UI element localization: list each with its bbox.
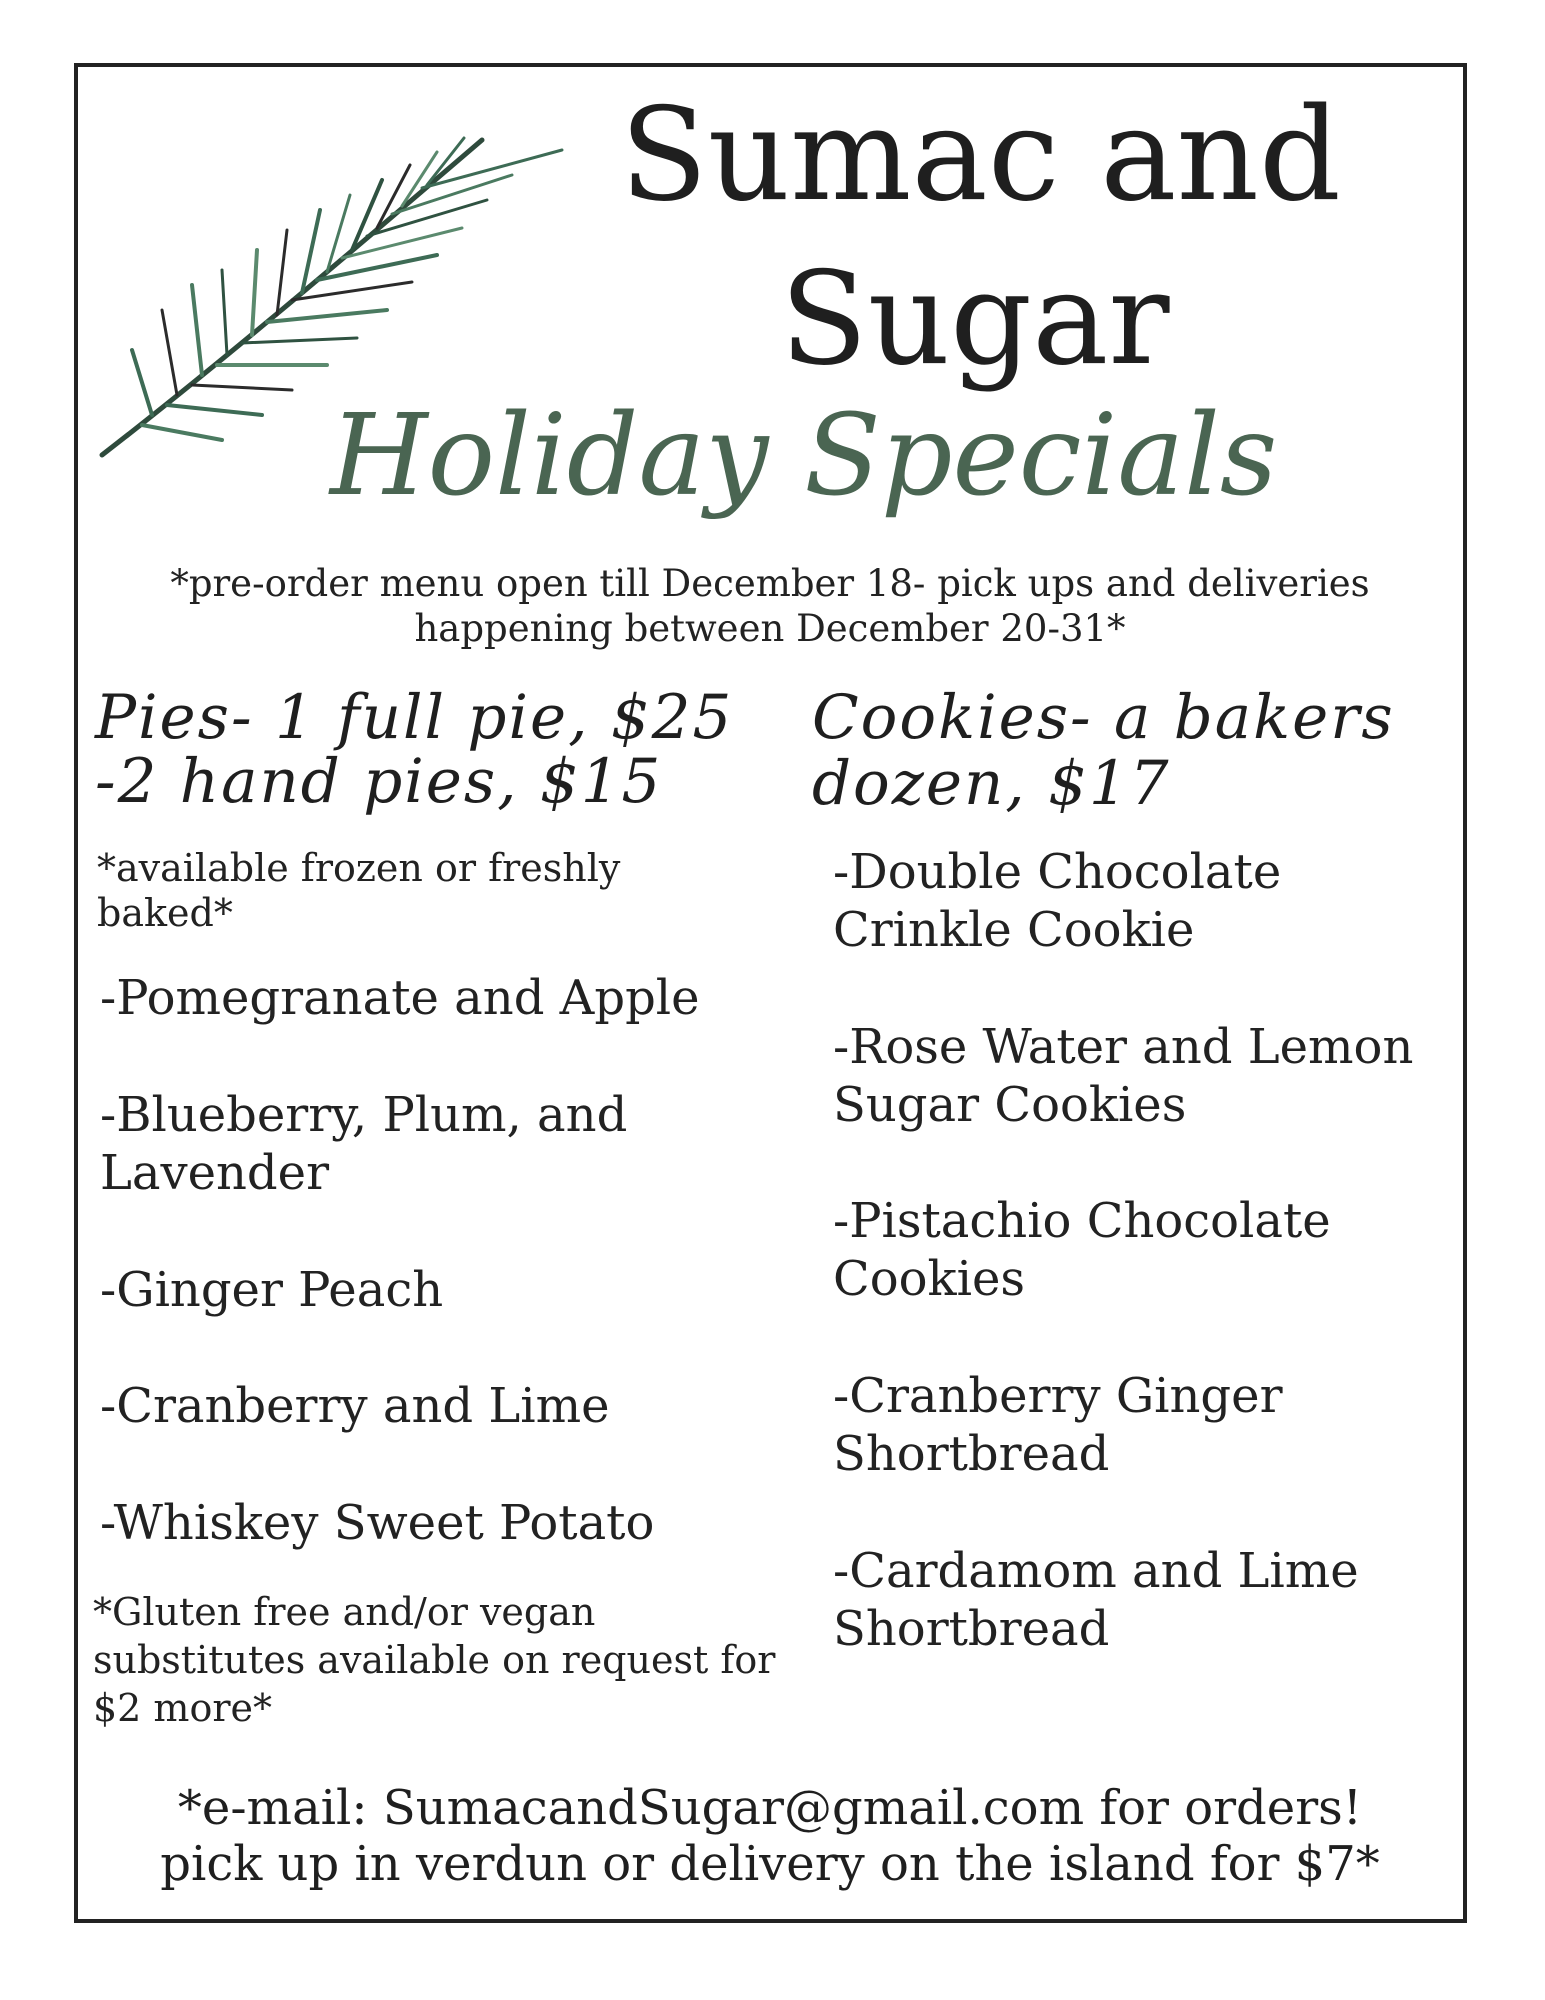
holiday-specials-subtitle: Holiday Specials: [330, 391, 1278, 521]
cookie-item: -Cardamom and Lime: [833, 1543, 1359, 1599]
pie-item: -Pomegranate and Apple: [100, 970, 700, 1026]
cookie-item-continued: Crinkle Cookie: [833, 902, 1195, 958]
cookie-item: -Cranberry Ginger: [833, 1368, 1283, 1424]
cookie-item-continued: Sugar Cookies: [833, 1077, 1187, 1133]
cookie-item-continued: Shortbread: [833, 1601, 1110, 1657]
preorder-notice-line2: happening between December 20-31*: [414, 607, 1126, 650]
pie-item: -Blueberry, Plum, and: [100, 1087, 628, 1143]
pie-item: -Cranberry and Lime: [100, 1378, 610, 1434]
pies-heading-line1: Pies- 1 full pie, $25: [95, 682, 734, 753]
pickup-delivery-line: pick up in verdun or delivery on the island for $7*: [160, 1836, 1380, 1892]
pies-availability-note-line1: *available frozen or freshly: [97, 846, 621, 890]
pies-availability-note-line2: baked*: [97, 891, 233, 935]
cookie-item: -Double Chocolate: [833, 844, 1282, 900]
brand-title-line2: Sugar: [780, 245, 1170, 394]
pie-item: -Ginger Peach: [100, 1262, 444, 1318]
cookie-item: -Pistachio Chocolate: [833, 1193, 1331, 1249]
cookie-item: -Rose Water and Lemon: [833, 1019, 1414, 1075]
pie-item: -Whiskey Sweet Potato: [100, 1495, 655, 1551]
pie-item-continued: Lavender: [100, 1145, 330, 1201]
cookies-heading-line2: dozen, $17: [812, 748, 1171, 819]
dietary-footnote-line2: substitutes available on request for: [93, 1638, 776, 1682]
dietary-footnote-line3: $2 more*: [93, 1686, 272, 1730]
pies-heading-line2: -2 hand pies, $15: [95, 746, 663, 817]
preorder-notice-line1: *pre-order menu open till December 18- pick ups and deliveries: [170, 562, 1370, 605]
cookie-item-continued: Shortbread: [833, 1426, 1110, 1482]
order-email-line: *e-mail: SumacandSugar@gmail.com for orders!: [177, 1780, 1363, 1836]
dietary-footnote-line1: *Gluten free and/or vegan: [93, 1590, 596, 1634]
cookie-item-continued: Cookies: [833, 1251, 1025, 1307]
cookies-heading-line1: Cookies- a bakers: [812, 682, 1395, 753]
brand-title-line1: Sumac and: [620, 81, 1341, 230]
